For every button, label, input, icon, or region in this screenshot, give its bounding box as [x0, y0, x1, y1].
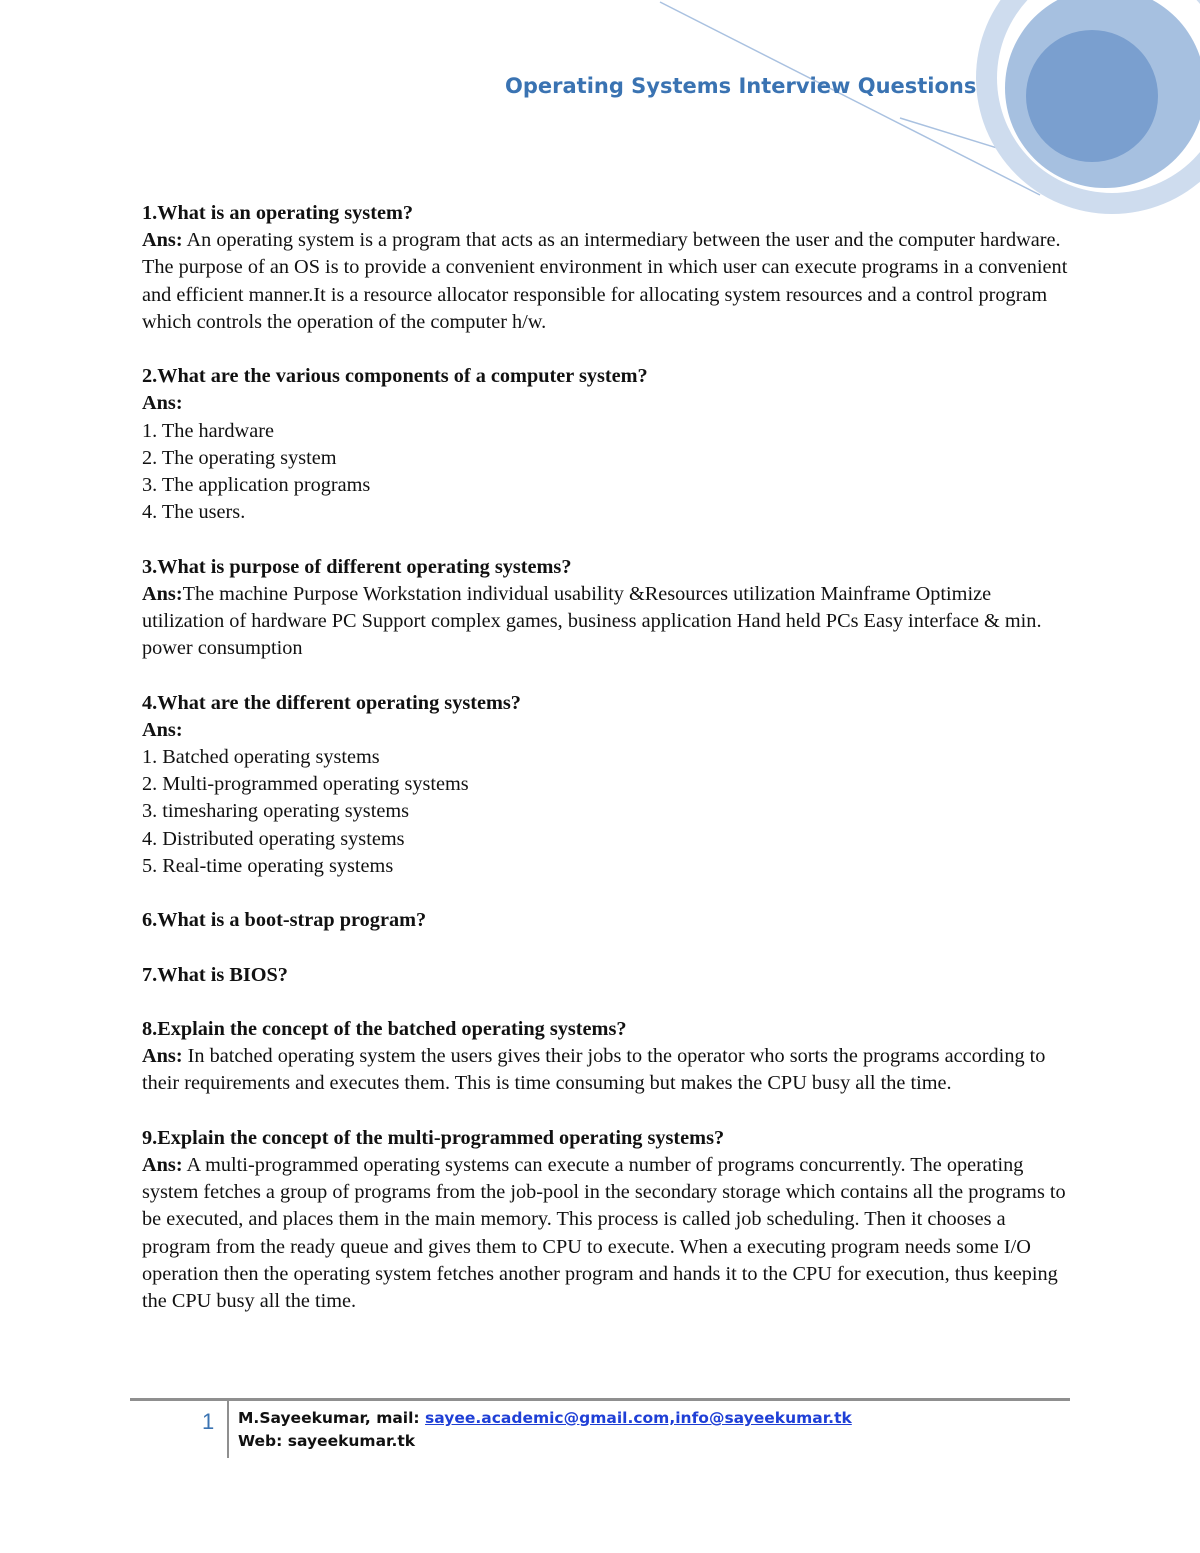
question-title: 9.Explain the concept of the multi-programmed operating systems? [142, 1126, 725, 1149]
document-body [142, 200, 1072, 1342]
answer-label: Ans: [142, 392, 183, 415]
footer-web: Web: sayeekumar.tk [238, 1432, 416, 1450]
qa-block-9 [142, 1125, 1072, 1315]
question-title: 3.What is purpose of different operating systems? [142, 555, 572, 578]
list-item: 4. Distributed operating systems [142, 827, 405, 850]
list-item: 5. Real-time operating systems [142, 854, 394, 877]
answer-text: An operating system is a program that acts as an intermediary between the user and the computer hardware. The purpose of an OS is to provide a convenient environment in which user can execute programs in a convenient and efficient manner.It is a resource allocator responsible for allocating system resources and a control program which controls the operation of the computer h/w. [142, 229, 1068, 333]
answer-label: Ans: [142, 1045, 183, 1068]
qa-block-1 [142, 200, 1072, 336]
answer-label: Ans: [142, 1154, 183, 1176]
qa-block-3 [142, 554, 1072, 663]
answer-text-continued: program from the ready queue and gives them to CPU to execute. When a executing program needs some I/O operation then the operating system fetches another program and hands it to the CPU for execution, thus keeping the CPU busy all the time. [142, 1235, 1058, 1313]
header-circle-dark [1026, 30, 1158, 162]
answer-text: A multi-programmed operating systems can execute a number of programs concurrently. The operating system fetches a group of programs from the job-pool in the secondary storage which contains all the programs to be executed, and places them in the main memory. This process is called job scheduling. Then it chooses a [142, 1154, 1066, 1231]
question-title: 8.Explain the concept of the batched operating systems? [142, 1018, 627, 1040]
list-item: 1. Batched operating systems [142, 746, 380, 769]
footer-author: M.Sayeekumar, mail: [238, 1409, 426, 1427]
list-item: 1. The hardware [142, 419, 274, 442]
question-title: 7.What is BIOS? [142, 963, 288, 986]
page-header-title: Operating Systems Interview Questions [505, 74, 977, 98]
page-number: 1 [202, 1409, 215, 1434]
question-title: 4.What are the different operating systems? [142, 691, 521, 714]
qa-block-4 [142, 690, 1072, 880]
footer-rule [130, 1398, 1070, 1401]
footer-email-link[interactable]: sayee.academic@gmail.com,info@sayeekumar.tk [425, 1409, 852, 1427]
answer-label: Ans: [142, 718, 183, 741]
footer-divider [227, 1401, 229, 1458]
header-decoration [0, 0, 1200, 220]
qa-block-8 [142, 1016, 1072, 1098]
answer-label: Ans: [142, 229, 183, 252]
list-item: 3. The application programs [142, 474, 371, 497]
question-title: 6.What is a boot-strap program? [142, 909, 427, 932]
list-item: 4. The users. [142, 501, 246, 524]
question-title: 1.What is an operating system? [142, 202, 413, 224]
answer-label: Ans: [142, 582, 183, 605]
list-item: 2. The operating system [142, 446, 337, 469]
answer-text: In batched operating system the users gives their jobs to the operator who sorts the programs according to their requirements and executes them. This is time consuming but makes the CPU busy all the time. [142, 1045, 1046, 1095]
footer-info [238, 1407, 852, 1453]
qa-block-7 [142, 962, 1072, 989]
qa-block-6 [142, 907, 1072, 934]
answer-text: The machine Purpose Workstation individual usability &Resources utilization Mainframe Optimize utilization of hardware PC Support complex games, business application Hand held PCs Easy interface & min. power consumption [142, 582, 1042, 660]
question-title: 2.What are the various components of a computer system? [142, 365, 648, 388]
list-item: 3. timesharing operating systems [142, 800, 409, 823]
list-item: 2. Multi-programmed operating systems [142, 773, 469, 796]
qa-block-2 [142, 363, 1072, 526]
